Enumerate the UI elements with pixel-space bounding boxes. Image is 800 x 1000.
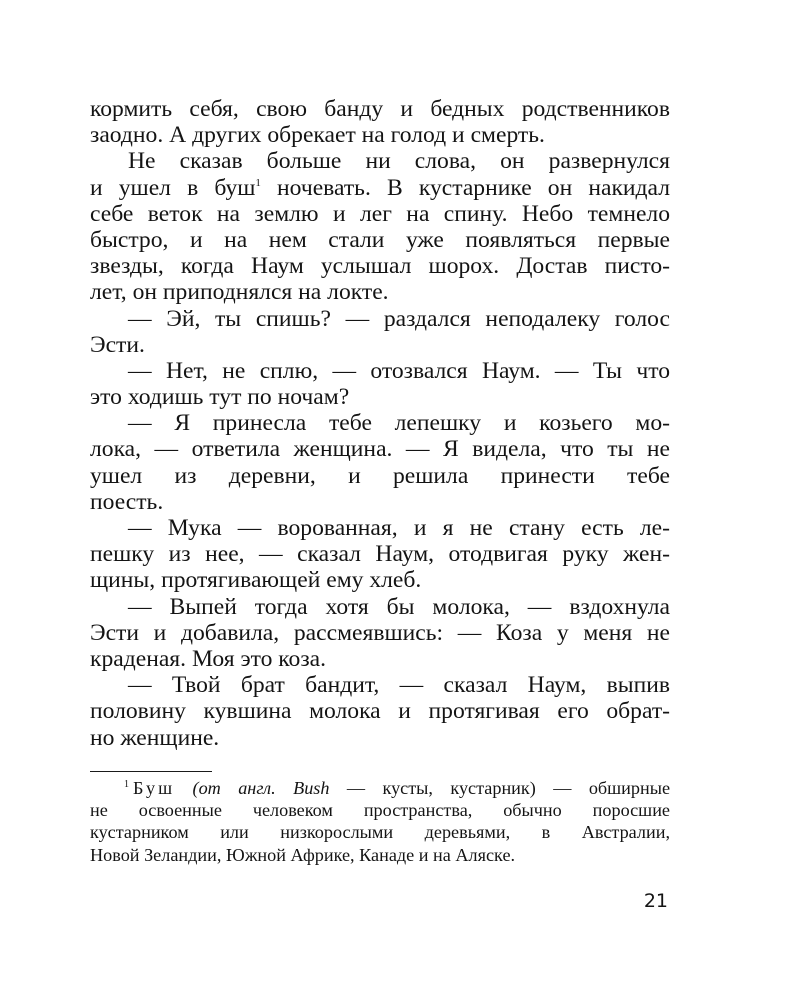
- text-line: краденая. Моя это коза.: [90, 645, 327, 672]
- text-line: быстро, и на нем стали уже появляться первые: [90, 226, 670, 253]
- text-line: — Твой брат бандит, — сказал Наум, выпив: [128, 672, 670, 699]
- text-fragment: ночевать. В кустарнике он накидал: [277, 174, 670, 201]
- text-line: Эсти и добавила, рассмеявшись: — Коза у меня не: [90, 619, 670, 646]
- text-line: [90, 175, 670, 201]
- footnote-line: не освоенные человеком пространства, обычно поросшие: [90, 800, 670, 821]
- text-line: — Мука — ворованная, и я не стану есть ле-: [128, 515, 670, 541]
- footnote-origin-word: Bush: [293, 778, 330, 798]
- footnote-line: Новой Зеландии, Южной Африке, Канаде и на Аляске.: [90, 844, 516, 865]
- body-text: [90, 96, 670, 751]
- text-line: Эсти.: [90, 331, 145, 358]
- text-line: лет, он приподнялся на локте.: [90, 279, 389, 306]
- footnote-line: кустарником или низкорослыми деревьями, в Австралии,: [90, 822, 670, 843]
- text-fragment: и ушел в буш: [90, 174, 256, 201]
- text-line: Не сказав больше ни слова, он развернулся: [128, 148, 670, 175]
- footnote: [90, 777, 670, 866]
- text-line: кормить себя, свою банду и бедных родственников: [90, 96, 670, 122]
- text-line: лока, — ответила женщина. — Я видела, что ты не: [90, 436, 670, 463]
- footnote-text: — кусты, кустарник) — обширные: [346, 778, 671, 798]
- text-line: это ходишь тут по ночам?: [90, 384, 350, 411]
- text-line: щины, протягивающей ему хлеб.: [90, 567, 422, 594]
- text-line: — Я принесла тебе лепешку и козьего мо-: [128, 410, 670, 437]
- text-line: половину кувшина молока и протягивая его обрат-: [90, 698, 670, 725]
- text-line: ушел из деревни, и решила принести тебе: [90, 462, 670, 489]
- text-line: но женщине.: [90, 724, 220, 751]
- text-line: заодно. А других обрекает на голод и смерть.: [90, 122, 545, 149]
- footnote-number: 1: [124, 779, 129, 790]
- text-line: — Выпей тогда хотя бы молока, — вздохнула: [128, 593, 670, 620]
- text-line: — Эй, ты спишь? — раздался неподалеку голос: [128, 305, 670, 332]
- footnote-origin: (от англ.: [192, 778, 276, 798]
- footnote-line: [90, 777, 670, 799]
- footnote-term: Буш: [133, 778, 176, 798]
- text-line: себе веток на землю и лег на спину. Небо темнело: [90, 200, 670, 227]
- footnote-divider: [90, 771, 212, 772]
- footnote-reference[interactable]: 1: [255, 176, 261, 189]
- text-line: — Нет, не сплю, — отозвался Наум. — Ты что: [128, 357, 670, 384]
- page-number: 21: [643, 890, 668, 912]
- text-line: пешку из нее, — сказал Наум, отодвигая руку жен-: [90, 541, 670, 568]
- text-line: поесть.: [90, 488, 164, 515]
- text-line: звезды, когда Наум услышал шорох. Достав писто-: [90, 253, 670, 280]
